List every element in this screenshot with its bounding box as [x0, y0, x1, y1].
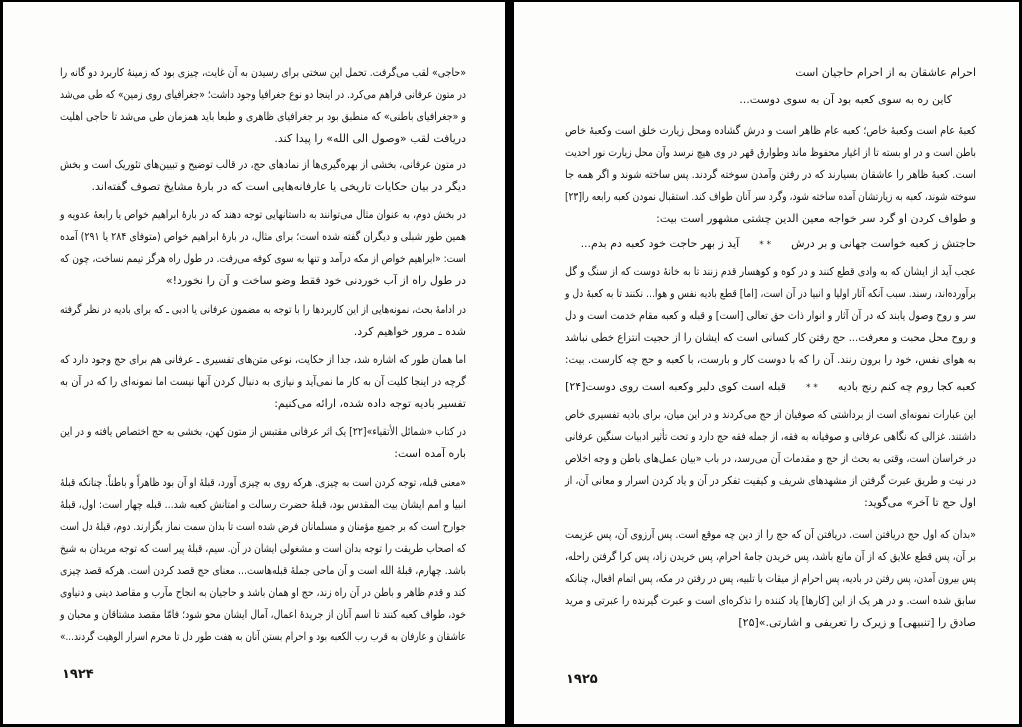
text-line: و طواف کردن او گرد سر خواجه معین الدین چشتی مشهور است بیت:	[656, 212, 976, 225]
couplet-second-line: کاین ره به سوی کعبه بود آن به سوی دوست...	[739, 93, 952, 106]
page-number: ۱۹۲۵	[566, 672, 598, 687]
text-line: صادق را [تنبیهی] و زیرک را تعریفی و اشارتی.»[۲۵]	[738, 616, 976, 629]
left-page	[3, 2, 505, 724]
text-line: شده ـ مرور خواهیم کرد.	[353, 325, 466, 338]
text-line: سوخته شوند، کعبه به زیارتشان آمده ساخته شود، وگرد سر آنان طواف کند. استقبال نمودن کعبه رابعه را[۲۳]	[564, 190, 976, 203]
paragraph	[565, 120, 976, 230]
text-line: «معنی قبله، توجه کردن است به چیزی. هرکه روی به چیزی آورد، قبلهٔ او آن بود ظاهراً و باطناً. چنانکه قبلهٔ	[60, 476, 466, 489]
text-line: بر آن، پس قطع علایق که از آن مانع باشد، پس خریدن جامهٔ احرام، پس خریدن زاد، پس کرا گرفتن راحله،	[565, 550, 976, 563]
text-line: در خراسان است، وقتی به بحث از حج و مقدمات آن می‌رسد، در باب «بیان عمل‌های باطن و وجه اخلاص	[565, 452, 976, 465]
text-line: عجب آید از ایشان که به وادی قطع کنند و در کوه و کوهسار قدم زنند تا به خانهٔ دوست که از سنگ و گل	[565, 265, 976, 278]
verse	[565, 233, 976, 255]
text-line: کند و قدم ظاهر و باطن در آن راه زند، حج او همان باشد و حاجیان به انجاح مآرب و مقاصد دینی و دنیاوی	[60, 586, 467, 599]
text-line: و روح محل محبت و معرفت... حج رفتن کار کسانی است که ایشان را از حجیت انتزاع خطی نباشد	[564, 331, 976, 344]
text-line: پس بیرون آمدن، پس رفتن در بادیه، پس احرام از میقات با تلبیه، پس در رفتن در مکه، پس اتمام افعال، چنانکه	[564, 572, 976, 585]
text-line: در متون عرفانی فراهم می‌کرد. در اینجا دو نوع جغرافیا وجود داشت؛ «جغرافیای روی زمین» که طی می‌شد	[60, 88, 466, 101]
couplet-first-line: احرام عاشقان به از احرام حاجیان است	[795, 66, 976, 79]
page-gutter	[505, 0, 514, 727]
verse-hemistich-1: کعبه کجا روم چه کنم رنج بادیه	[837, 380, 976, 393]
text-line: باره آمده است:	[394, 447, 466, 460]
text-line: اول حج تا آخر» می‌گوید:	[864, 496, 976, 509]
paragraph	[60, 349, 466, 415]
block-quote	[565, 524, 976, 634]
text-line: در کتاب «شمائل الأتقیاء»[۲۲] یک اثر عرفانی مقتبس از متون کهن، بخشی به حج اختصاص یافته و در این	[60, 425, 466, 438]
text-line: انبیا و امم ایشان بیت المقدس بود، قبلهٔ حضرت رسالت و امتانش کعبه شد... قبله چهار است: اول، قبلهٔ	[59, 498, 467, 511]
paragraph	[60, 204, 466, 292]
text-line: دریافت لقب «وصول الی الله» را پیدا کند.	[274, 132, 466, 145]
text-line: باطن است و در او بسته تا از اغیار محفوظ ماند وطوارق قهر در وی هیچ نرسد وآن محل زیارت نور احدیت	[564, 146, 976, 159]
text-line: خود، طواف کعبه کنند تا اسم آنان از جریدهٔ اعمال، آمال ایشان محو شود؛ فامّا مقصد مشتاقان و محبان و	[60, 608, 467, 621]
text-line: اما همان طور که اشاره شد، جدا از حکایت، نوعی متن‌های تفسیری ـ عرفانی هم برای حج وجود دارد که	[60, 353, 466, 366]
text-line: داشتند. غزالی که نگاهی عرفانی و صوفیانه به فقه، از جمله فقه حج دارد و تحت تأثیر ادبیات سنگین عرفانی	[565, 430, 976, 443]
text-line: «حاجی» لقب می‌گرفت. تحمل این سختی برای رسیدن به آن غایت، چیزی بود که زمینهٔ کاربرد دو گانه را	[60, 66, 466, 79]
opening-couplet	[565, 62, 976, 111]
paragraph	[60, 62, 466, 150]
verse-hemistich-2: قبله است کوی دلبر وکعبه است روی دوست[۲۴]	[565, 380, 786, 393]
text-line: در ادامهٔ بحث، نمونه‌هایی از این کاربردها را با توجه به مضمون عرفانی یا ادبی ـ که برای بادیه در نظر گرفته	[59, 303, 467, 316]
page-number: ۱۹۲۴	[62, 667, 94, 682]
verse-separator: * *	[759, 240, 772, 250]
text-line: در بخش دوم، به عنوان مثال می‌توانند به داستانهایی توجه دهند که در بارهٔ ابراهیم خواص یا رابعهٔ عدویه و	[59, 208, 466, 221]
text-line: این عبارات نمونه‌ای است از برداشتی که صوفیان از حج می‌کردند و در این میان، برای بادیه تفسیری خاص	[564, 408, 976, 421]
paragraph	[565, 261, 976, 371]
verse-separator: * *	[805, 383, 818, 393]
verse	[565, 376, 976, 398]
paragraph	[60, 299, 466, 343]
text-line: به هوای نفس، خود را برون رنند. آن را که با دوست کار و بارست، با کعبه و حج چه کارست. بیت:	[565, 353, 976, 366]
text-line: که اصحاب طریقت را توجه بدان است و مشغولی ایشان در آن. سیم، قبلهٔ پیر است که توجه مریدان به شیخ	[60, 542, 466, 555]
text-line: همین طور شبلی و دیگران گفته شده است؛ برای مثال، در بارهٔ ابراهیم خواص (متوفای ۲۸۴ یا ۲۹۱) آمده	[59, 230, 466, 243]
block-quote	[60, 472, 466, 648]
text-line: باشد. چهارم، قبلهٔ الله است و آن ماحی جملهٔ قبله‌هاست... معنای حج قصد کردن است. هرکه قصد چیزی	[59, 564, 466, 577]
text-line: در متون عرفانی، بخشی از بهره‌گیری‌ها از نمادهای حج، در قالب توضیح و تبیین‌های تئوریک است و بخش	[60, 158, 467, 171]
right-page	[514, 2, 1019, 724]
text-line: جوارح است که بر جمیع مؤمنان و مسلمانان فرض شده است تا بدان سمت نماز بگزارند. دوم، قبلهٔ دل است	[59, 520, 466, 533]
page-text-block	[565, 62, 976, 634]
page-text-block	[60, 62, 466, 648]
text-line: و «جغرافیای باطنی» که منطبق بود بر جغرافیای ظاهری و طبعا باید همزمان طی می‌شد تا حاجی اهلیت	[60, 110, 466, 123]
text-line: در طول راه از آب خوردنی خود فقط وضو ساخت و آن را نخورد!»	[165, 274, 466, 287]
text-line: سر و روح وصول یابند که در آن آثار و انوار ذات حق تعالی [است] و قبله و کعبه مقام خدمت است و دل	[564, 309, 976, 322]
text-line: سابق شده است. و در هر یک از این [کارها] یاد کننده را تذکره‌ای است و عبرت گیرنده را عبرتی و مرید	[564, 594, 976, 607]
text-line: کعبهٔ عام است وکعبهٔ خاص؛ کعبه عام ظاهر است و درش گشاده ومحل زیارت خلق است وکعبهٔ خاص	[565, 124, 976, 137]
text-line: دیگر در بیان حکایات تاریخی یا عارفانه‌هایی است که در بارهٔ مشایخ تصوف گفته‌اند.	[91, 180, 466, 193]
text-line: است. کعبهٔ ظاهر را عاشقان بسیارند که در رفتن وآمدن سوخته گردند. پس ساخته شوند و اگر همه جا	[564, 168, 976, 181]
text-line: عاشقان و عارفان به قرب رب الکعبه بود و احرام بستن آنان به هفت طور دل تا محرم اسرار الوهیت گردند...»	[59, 630, 467, 643]
paragraph	[60, 154, 466, 198]
verse-hemistich-2: آید ز بهر حاجت خود کعبه دم بدم...	[580, 237, 740, 250]
text-line: در نیت و طریق عبرت گرفتن از مشهدهای شریف و کیفیت تفکر در آن و یاد کردن اسرار و معانی آن، از	[564, 474, 976, 487]
paragraph	[565, 404, 976, 514]
text-line: است: «ابراهیم خواص از مکه درآمد و تنها به سوی کوفه می‌رفت. در طول راه هرگز تیمم نساخت، چون که	[59, 252, 467, 265]
verse-hemistich-1: حاجتش ز کعبه خواست جهانی و بر درش	[791, 237, 976, 250]
text-line: «بدان که اول حج دریافتن است. دریافتن آن که حج را از دین چه موقع است. پس آرزوی آن، پس عزیمت	[564, 528, 976, 541]
text-line: گرچه در اینجا کلیت آن به کار ما نمی‌آید و نیازی به دنبال کردن آنها نیست اما نمونه‌ای را که در آن به	[60, 375, 466, 388]
paragraph	[60, 421, 466, 465]
text-line: تفسیر بادیه توجه داده شده، ارائه می‌کنیم:	[274, 397, 466, 410]
text-line: برآورده‌اند، رسند. سبب آنکه آثار اولیا و انبیا در آن است، [اما] قطع بادیه نفس و هوا... نکنند تا به کعبهٔ دل و	[564, 287, 976, 300]
